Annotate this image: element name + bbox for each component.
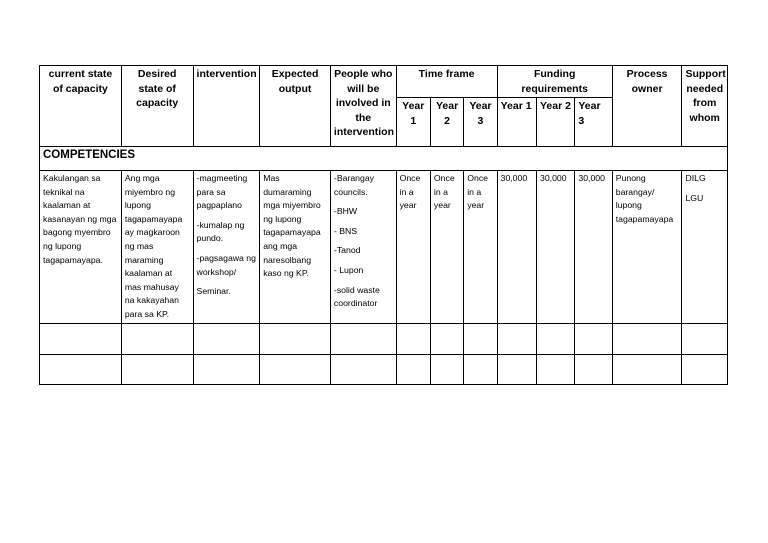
empty-cell: [121, 354, 193, 384]
capacity-plan-table: [39, 65, 728, 385]
cell-people-involved: [330, 171, 396, 324]
header-support-needed: Support needed from whom: [682, 66, 728, 147]
header-row-top: [40, 66, 728, 98]
empty-cell: [40, 323, 122, 354]
section-row: [40, 147, 728, 171]
header-people-involved: People who will be involved in the intervention: [330, 66, 396, 147]
empty-row: [40, 323, 728, 354]
people-item: - BNS: [333, 225, 358, 236]
empty-cell: [396, 323, 430, 354]
section-title: COMPETENCIES: [40, 147, 728, 171]
support-item: DILG: [685, 173, 706, 183]
cell-time-year-3: Once in a year: [464, 171, 497, 324]
people-item: - Lupon: [333, 264, 364, 275]
header-current-state: current state of capacity: [40, 66, 122, 147]
cell-intervention: [193, 171, 260, 324]
header-time-year-3: Year 3: [464, 98, 497, 147]
empty-cell: [612, 354, 682, 384]
empty-cell: [330, 323, 396, 354]
empty-cell: [40, 354, 122, 384]
empty-cell: [497, 354, 536, 384]
header-funding-year-1: Year 1: [497, 98, 536, 147]
cell-support-needed: [682, 171, 728, 324]
header-desired-state: Desired state of capacity: [121, 66, 193, 147]
people-item: -solid waste coordinator: [333, 284, 380, 309]
people-item: -BHW: [333, 206, 358, 217]
empty-row: [40, 354, 728, 384]
cell-current-state: Kakulangan sa teknikal na kaalaman at kasanayan ng mga bagong myembro ng lupong tagapamayapa.: [40, 171, 122, 324]
empty-cell: [260, 354, 331, 384]
empty-cell: [464, 323, 497, 354]
empty-cell: [121, 323, 193, 354]
empty-cell: [537, 323, 575, 354]
empty-cell: [575, 323, 612, 354]
empty-cell: [537, 354, 575, 384]
intervention-item: Seminar.: [196, 286, 231, 297]
empty-cell: [193, 354, 260, 384]
cell-funding-year-3: 30,000: [575, 171, 612, 324]
header-time-year-2: Year 2: [430, 98, 463, 147]
cell-funding-year-2: 30,000: [537, 171, 575, 324]
cell-expected-output: Mas dumaraming mga miyembro ng lupong tagapamayapa ang mga naresolbang kaso ng KP.: [260, 171, 331, 324]
empty-cell: [682, 354, 728, 384]
table-row: [40, 171, 728, 324]
empty-cell: [430, 323, 463, 354]
empty-cell: [193, 323, 260, 354]
empty-cell: [260, 323, 331, 354]
cell-process-owner: Punong barangay/ lupong tagapamayapa: [612, 171, 682, 324]
header-intervention: intervention: [193, 66, 260, 147]
header-time-frame: Time frame: [396, 66, 497, 98]
header-funding-year-3: Year 3: [575, 98, 612, 147]
empty-cell: [575, 354, 612, 384]
header-funding-requirements: Funding requirements: [497, 66, 612, 98]
intervention-item: -pagsagawa ng workshop/: [196, 252, 256, 277]
empty-cell: [464, 354, 497, 384]
empty-cell: [396, 354, 430, 384]
empty-cell: [330, 354, 396, 384]
cell-time-year-1: Once in a year: [396, 171, 430, 324]
header-expected-output: Expected output: [260, 66, 331, 147]
intervention-item: -kumalap ng pundo.: [196, 219, 245, 244]
empty-cell: [497, 323, 536, 354]
cell-time-year-2: Once in a year: [430, 171, 463, 324]
cell-funding-year-1: 30,000: [497, 171, 536, 324]
people-item: -Tanod: [333, 245, 361, 256]
header-funding-year-2: Year 2: [537, 98, 575, 147]
header-process-owner: Process owner: [612, 66, 682, 147]
empty-cell: [612, 323, 682, 354]
cell-desired-state: Ang mga miyembro ng lupong tagapamayapa ay magkaroon ng mas maraming kaalaman at mas mahusay na kakayahan para sa KP.: [121, 171, 193, 324]
support-item: LGU: [685, 192, 704, 203]
empty-cell: [430, 354, 463, 384]
header-time-year-1: Year 1: [396, 98, 430, 147]
people-item: -Barangay councils.: [333, 173, 375, 197]
empty-cell: [682, 323, 728, 354]
intervention-item: -magmeeting para sa pagpaplano: [196, 173, 248, 211]
